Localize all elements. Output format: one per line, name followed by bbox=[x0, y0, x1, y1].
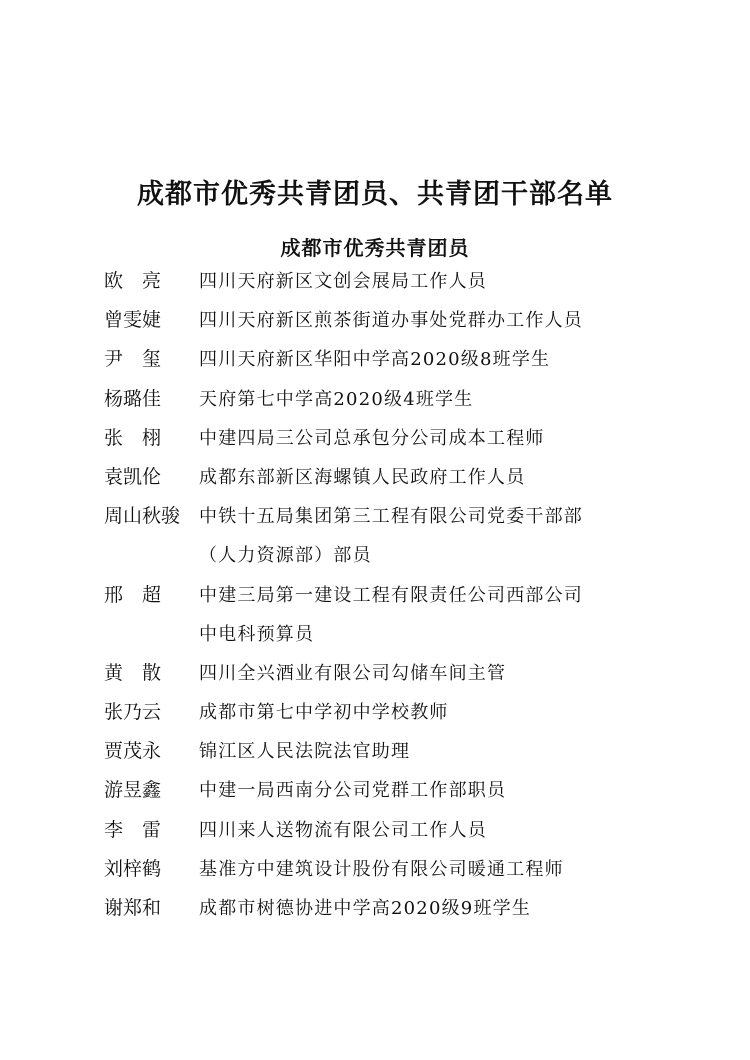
member-description-line: 中电科预算员 bbox=[199, 623, 315, 645]
list-item bbox=[0, 811, 750, 850]
member-description-line: 四川天府新区华阳中学高2020级8班学生 bbox=[199, 349, 551, 371]
member-description bbox=[199, 771, 619, 810]
list-item bbox=[0, 576, 750, 654]
member-description bbox=[199, 340, 619, 379]
list-item bbox=[0, 850, 750, 889]
member-description bbox=[199, 380, 619, 419]
member-description-line: 四川天府新区煎茶街道办事处党群办工作人员 bbox=[199, 310, 583, 332]
member-name: 刘梓鹤 bbox=[104, 857, 162, 880]
member-description-line: 中铁十五局集团第三工程有限公司党委干部部 bbox=[199, 506, 583, 528]
member-name: 谢郑和 bbox=[104, 897, 162, 920]
list-item bbox=[0, 497, 750, 575]
member-description-line: 四川全兴酒业有限公司勾储车间主管 bbox=[199, 662, 507, 684]
member-description bbox=[199, 732, 619, 771]
member-name: 杨璐佳 bbox=[104, 387, 162, 410]
list-item bbox=[0, 889, 750, 928]
member-description bbox=[199, 458, 619, 497]
member-description-line: 四川天府新区文创会展局工作人员 bbox=[199, 271, 487, 292]
member-name: 曾雯婕 bbox=[104, 309, 162, 332]
member-description bbox=[199, 576, 619, 654]
member-description-line: 天府第七中学高2020级4班学生 bbox=[199, 388, 474, 410]
list-item bbox=[0, 340, 750, 379]
member-description bbox=[199, 654, 619, 693]
member-name: 张栩 bbox=[104, 426, 181, 449]
member-description bbox=[199, 419, 619, 458]
member-name: 欧亮 bbox=[104, 270, 181, 292]
member-name: 邢超 bbox=[104, 583, 181, 606]
member-description-line: 中建一局西南分公司党群工作部职员 bbox=[199, 780, 507, 802]
member-name: 游昱鑫 bbox=[104, 779, 162, 802]
list-item bbox=[0, 419, 750, 458]
list-item bbox=[0, 654, 750, 693]
member-name: 李雷 bbox=[104, 818, 181, 841]
member-description-line: 成都东部新区海螺镇人民政府工作人员 bbox=[199, 466, 526, 488]
member-description bbox=[199, 693, 619, 732]
list-item bbox=[0, 771, 750, 810]
list-item bbox=[0, 693, 750, 732]
member-description bbox=[199, 301, 619, 340]
list-item bbox=[0, 458, 750, 497]
list-item bbox=[0, 301, 750, 340]
document-title: 成都市优秀共青团员、共青团干部名单 bbox=[137, 179, 613, 210]
member-description bbox=[199, 811, 619, 850]
member-description-line: （人力资源部）部员 bbox=[199, 545, 372, 567]
member-name: 尹玺 bbox=[104, 348, 181, 371]
list-item bbox=[0, 262, 750, 301]
member-name: 贾茂永 bbox=[104, 740, 162, 763]
member-list bbox=[0, 262, 750, 928]
member-description-line: 四川来人送物流有限公司工作人员 bbox=[199, 819, 487, 841]
member-name: 张乃云 bbox=[104, 701, 162, 724]
member-description bbox=[199, 497, 619, 575]
member-name: 周山秋骏 bbox=[104, 505, 181, 528]
member-name: 袁凯伦 bbox=[104, 465, 162, 488]
member-description bbox=[199, 262, 619, 301]
list-item bbox=[0, 380, 750, 419]
member-name: 黄散 bbox=[104, 661, 181, 684]
member-description bbox=[199, 850, 619, 889]
section-title: 成都市优秀共青团员 bbox=[280, 236, 470, 260]
member-description-line: 基准方中建筑设计股份有限公司暖通工程师 bbox=[199, 858, 564, 880]
list-item bbox=[0, 732, 750, 771]
member-description-line: 中建四局三公司总承包分公司成本工程师 bbox=[199, 427, 545, 449]
member-description-line: 成都市树德协进中学高2020级9班学生 bbox=[199, 898, 532, 920]
member-description bbox=[199, 889, 619, 928]
member-description-line: 中建三局第一建设工程有限责任公司西部公司 bbox=[199, 584, 583, 606]
member-description-line: 锦江区人民法院法官助理 bbox=[199, 741, 411, 763]
member-description-line: 成都市第七中学初中学校教师 bbox=[199, 702, 449, 724]
